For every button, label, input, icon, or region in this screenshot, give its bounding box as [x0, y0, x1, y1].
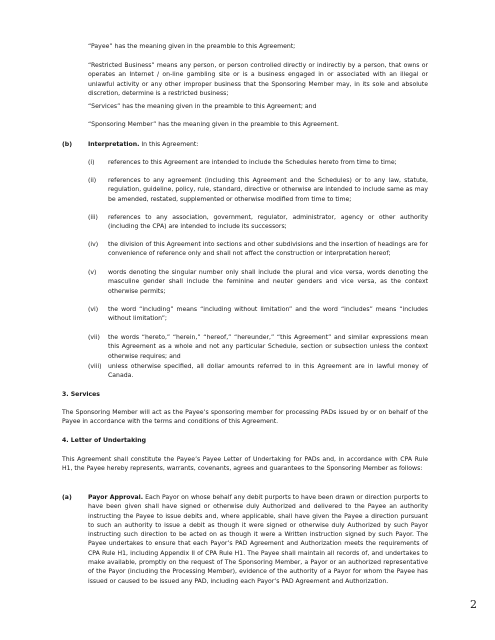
section-4-heading: 4. Letter of Undertaking: [62, 437, 147, 444]
item-number: (ii): [88, 177, 97, 184]
payor-approval-paragraph: [88, 493, 428, 586]
list-item: references to this Agreement are intended to include the Schedules hereto from time to time;: [108, 159, 397, 166]
section-3-heading: 3. Services: [62, 391, 100, 398]
item-number: (iii): [88, 214, 98, 221]
item-number: (vi): [88, 306, 99, 313]
payor-approval-heading: Payor Approval.: [88, 494, 144, 501]
list-item: the division of this Agreement into sections and other subdivisions and the insertion of headings are for convenience of reference only and shall not affect the construction or interpretation hereof;: [108, 241, 428, 258]
definition-services: “Services” has the meaning given in the preamble to this Agreement; and: [88, 103, 317, 110]
interpretation-heading: Interpretation.: [88, 141, 140, 148]
item-number: (viii): [88, 363, 102, 370]
list-item: references to any association, government, regulator, administrator, agency or other authority (including the CPA) are intended to include its successors;: [108, 214, 428, 231]
section-3-text: The Sponsoring Member will act as the Payee’s sponsoring member for processing PADs issued by or on behalf of the Payee in accordance with the terms and conditions of this Agreement.: [62, 409, 428, 426]
interpretation-heading-line: [88, 140, 428, 149]
definition-sponsoring-member: “Sponsoring Member” has the meaning given in the preamble to this Agreement.: [88, 121, 339, 128]
list-item: unless otherwise specified, all dollar amounts referred to in this Agreement are in lawful money of Canada.: [108, 363, 428, 380]
list-item: the word “including” means “including without limitation” and the word “includes” means “includes without limitation”;: [108, 306, 428, 323]
list-item: the words “hereto,” “herein,” “hereof,” “hereunder,” “this Agreement” and similar expressions mean this Agreement as a whole and not any particular Schedule, section or subsection unless the context otherwise requires; and: [108, 334, 428, 360]
item-number: (v): [88, 269, 97, 276]
list-item: references to any agreement (including this Agreement and the Schedules) or to any law, statute, regulation, guideline, policy, rule, standard, directive or otherwise are intended to include same as may be amended, restated, supplemented or otherwise modified from time to time;: [108, 177, 428, 203]
definition-restricted-business: “Restricted Business” means any person, or person controlled directly or indirectly by a person, that owns or operates an Internet / on-line gambling site or is a business engaged in or associated with an illegal or unlawful activity or any other improper business that the Sponsoring Member may, in its sole and absolute discretion, determine is a restricted business;: [88, 62, 428, 97]
clause-label-a: (a): [62, 494, 72, 501]
item-number: (vii): [88, 334, 100, 341]
item-number: (i): [88, 159, 95, 166]
clause-label-b: (b): [62, 141, 73, 148]
interpretation-intro: In this Agreement:: [141, 141, 199, 148]
page-number: 2: [470, 598, 477, 611]
section-4-text: This Agreement shall constitute the Payee’s Payee Letter of Undertaking for PADs and, in accordance with CPA Rule H1, the Payee hereby represents, warrants, covenants, agrees and guarantees to the Sponsoring Member as follows:: [62, 456, 428, 473]
list-item: words denoting the singular number only shall include the plural and vice versa, words denoting the masculine gender shall include the feminine and neuter genders and vice versa, as the context otherwise permits;: [108, 269, 428, 295]
payor-approval-text: Each Payor on whose behalf any debit purports to have been drawn or direction purports to have been given shall have signed or otherwise duly Authorized and delivered to the Payee an authority instructing the Payee to issue debits and, where applicable, shall have given the Payee a direction pursuant to such an authority to issue a debit as though it were signed or otherwise duly Authorized by such Payor instructing such direction to be acted on as though it were a Written instruction signed by such Payor. The Payee undertakes to ensure that each Payor’s PAD Agreement and Authorization meets the requirements of CPA Rule H1, including Appendix II of CPA Rule H1. The Payee shall maintain all records of, and undertakes to make available, promptly on the request of The Sponsoring Member, a Payor or an authorized representative of the Payor (including the Processing Member), evidence of the authority of a Payor for whom the Payee has issued or caused to be issued any PAD, including each Payor’s PAD Agreement and Authorization.: [88, 494, 428, 585]
item-number: (iv): [88, 241, 99, 248]
definition-payee: “Payee” has the meaning given in the preamble to this Agreement;: [88, 43, 296, 50]
